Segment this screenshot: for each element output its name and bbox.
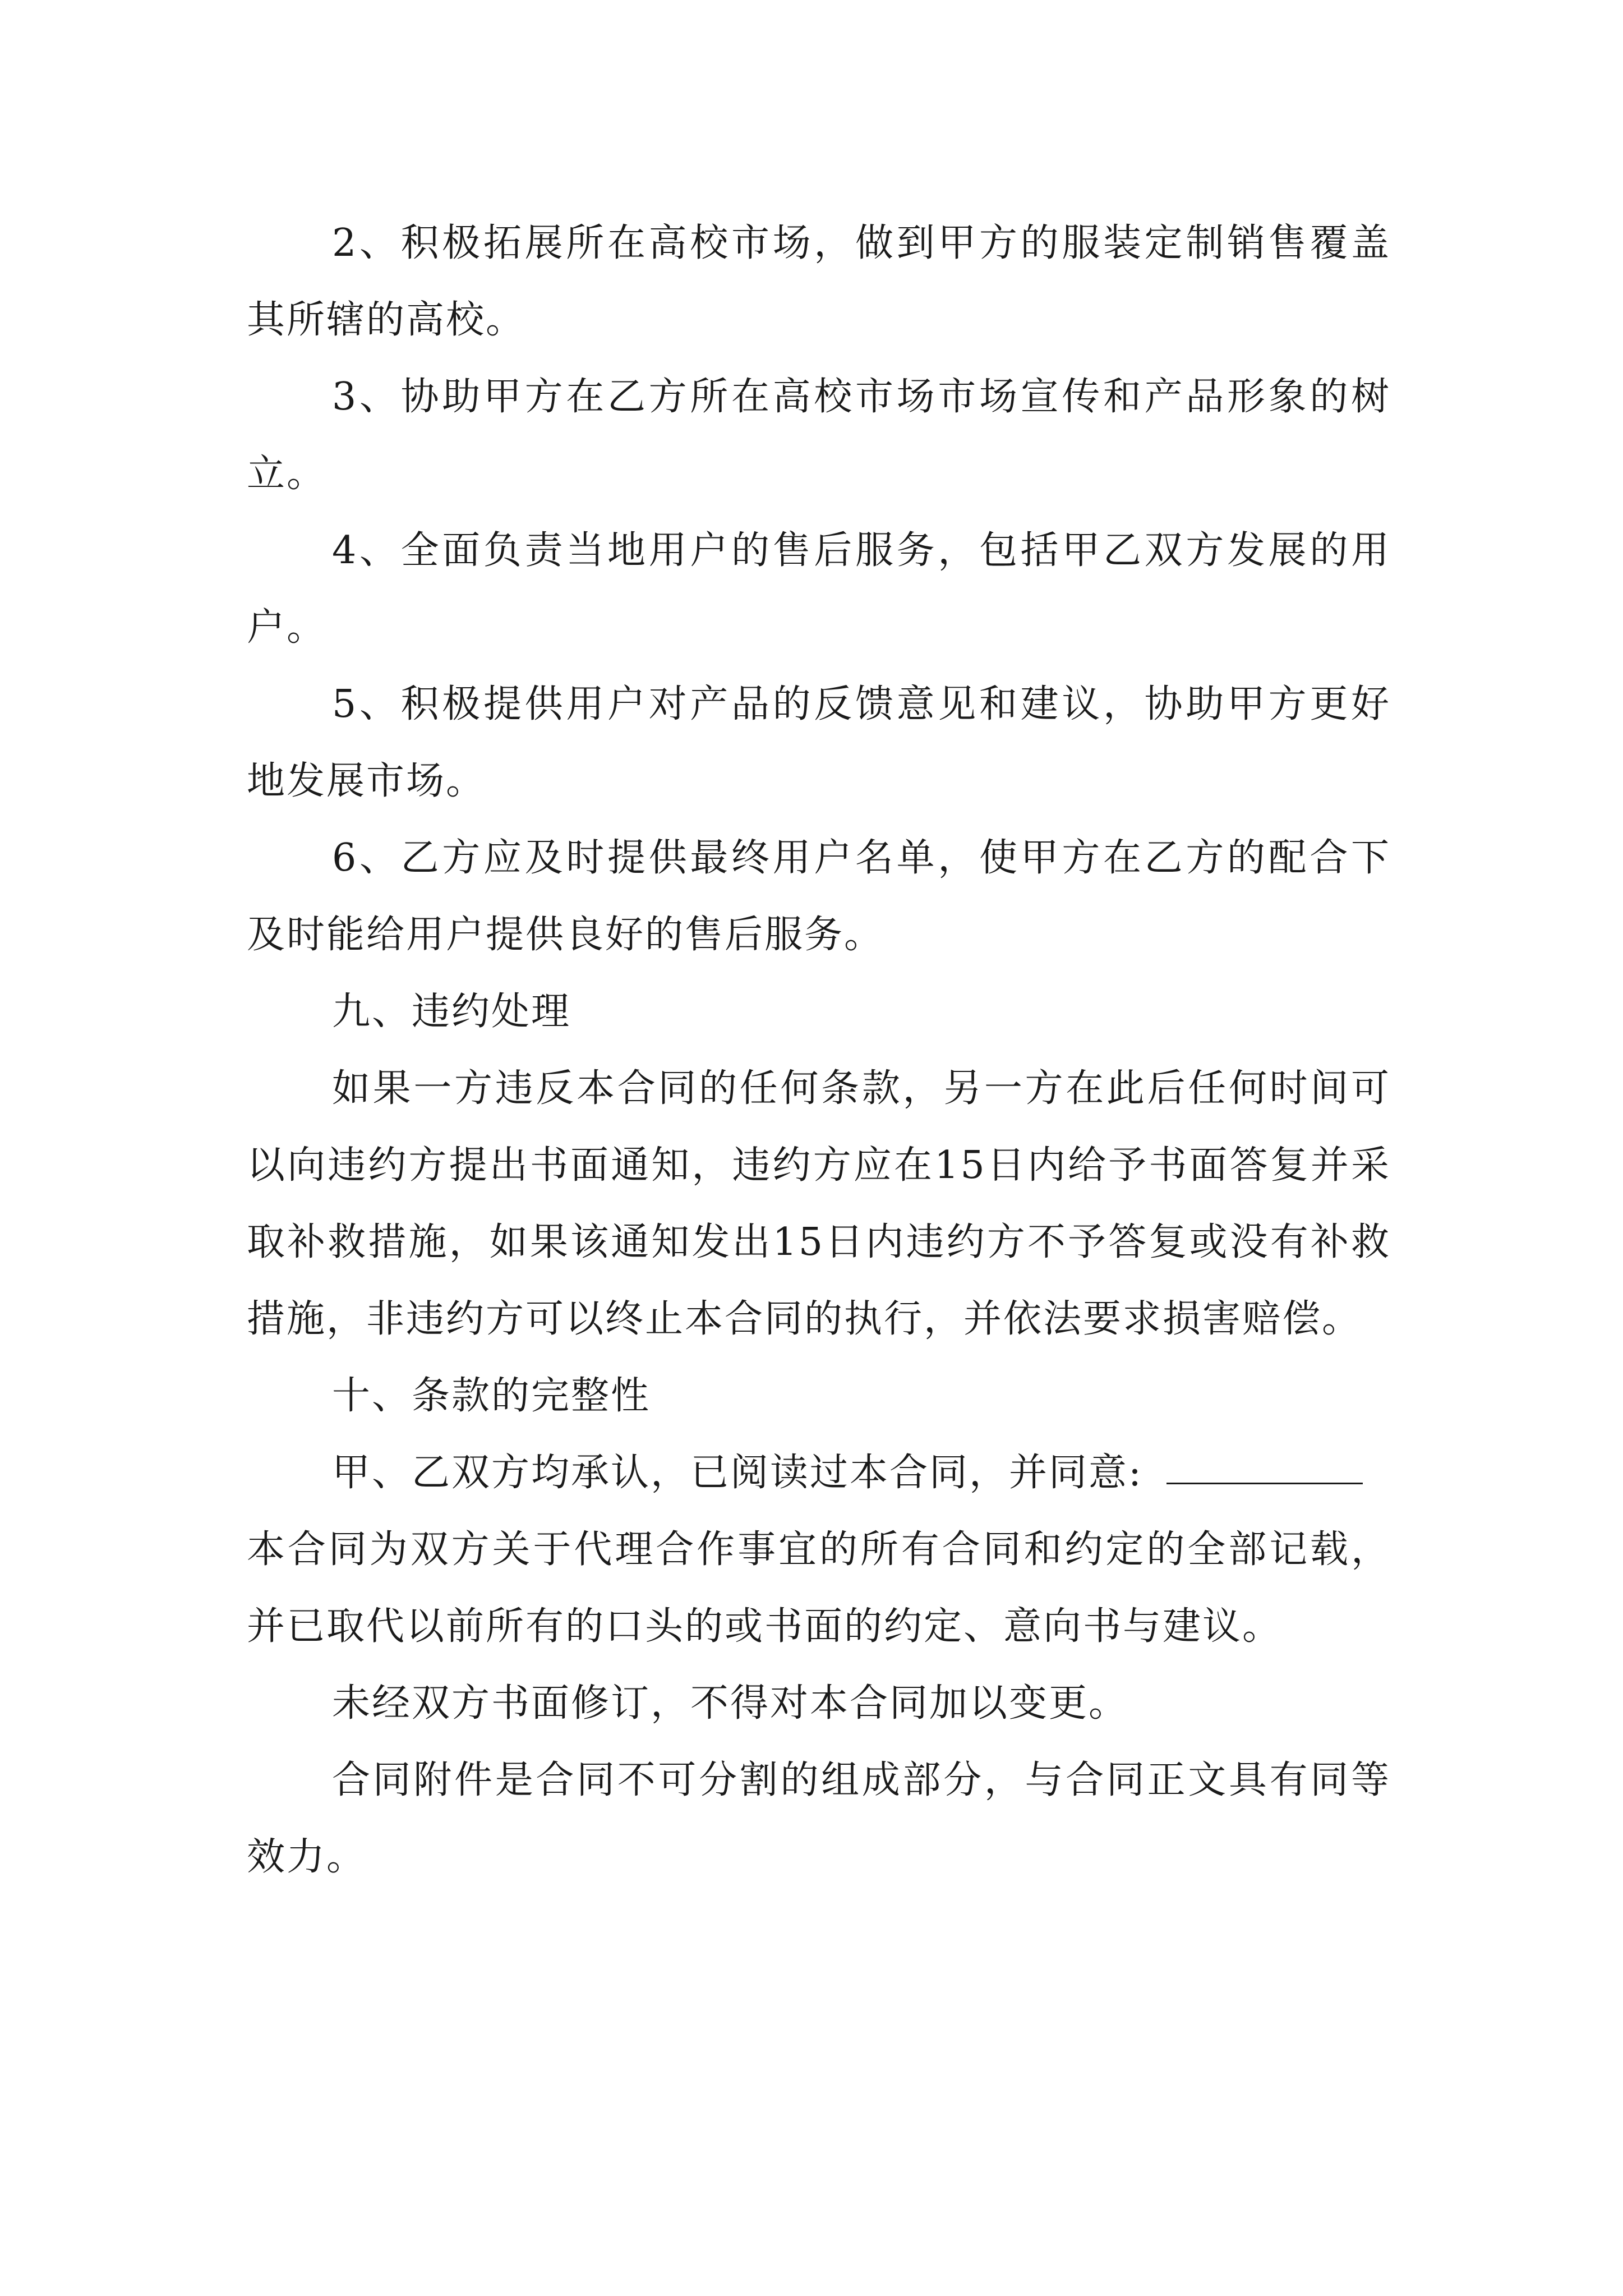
clause-6-paragraph: 6、乙方应及时提供最终用户名单，使甲方在乙方的配合下及时能给用户提供良好的售后服务。 — [247, 836, 1391, 957]
annex-paragraph: 合同附件是合同不可分割的组成部分，与合同正文具有同等效力。 — [247, 1758, 1391, 1879]
clause-2-paragraph: 2、积极拓展所在高校市场，做到甲方的服装定制销售覆盖其所辖的高校。 — [247, 221, 1391, 342]
agreement-content: 本合同为双方关于代理合作事宜的所有合同和约定的全部记载，并已取代以前所有的口头的或书面的约定、意向书与建议。 — [247, 1527, 1391, 1649]
agreement-blank-field — [1166, 1483, 1363, 1484]
section-9-body: 如果一方违反本合同的任何条款，另一方在此后任何时间可以向违约方提出书面通知，违约方应在15日内给予书面答复并采取补救措施，如果该通知发出15日内违约方不予答复或没有补救措施，非违约方可以终止本合同的执行，并依法要求损害赔偿。 — [247, 1066, 1391, 1341]
clause-4-paragraph: 4、全面负责当地用户的售后服务，包括甲乙双方发展的用户。 — [247, 528, 1391, 650]
section-9-heading: 九、违约处理 — [332, 990, 571, 1034]
no-change-paragraph: 未经双方书面修订，不得对本合同加以变更。 — [332, 1681, 1129, 1726]
section-10-heading: 十、条款的完整性 — [332, 1374, 651, 1418]
agreement-lead-text: 甲、乙双方均承认，已阅读过本合同，并同意: — [332, 1451, 1143, 1495]
document-body — [247, 205, 1391, 1895]
clause-5-paragraph: 5、积极提供用户对产品的反馈意见和建议，协助甲方更好地发展市场。 — [247, 682, 1391, 803]
clause-3-paragraph: 3、协助甲方在乙方所在高校市场市场宣传和产品形象的树立。 — [247, 375, 1391, 496]
agreement-line — [247, 1434, 1391, 1511]
